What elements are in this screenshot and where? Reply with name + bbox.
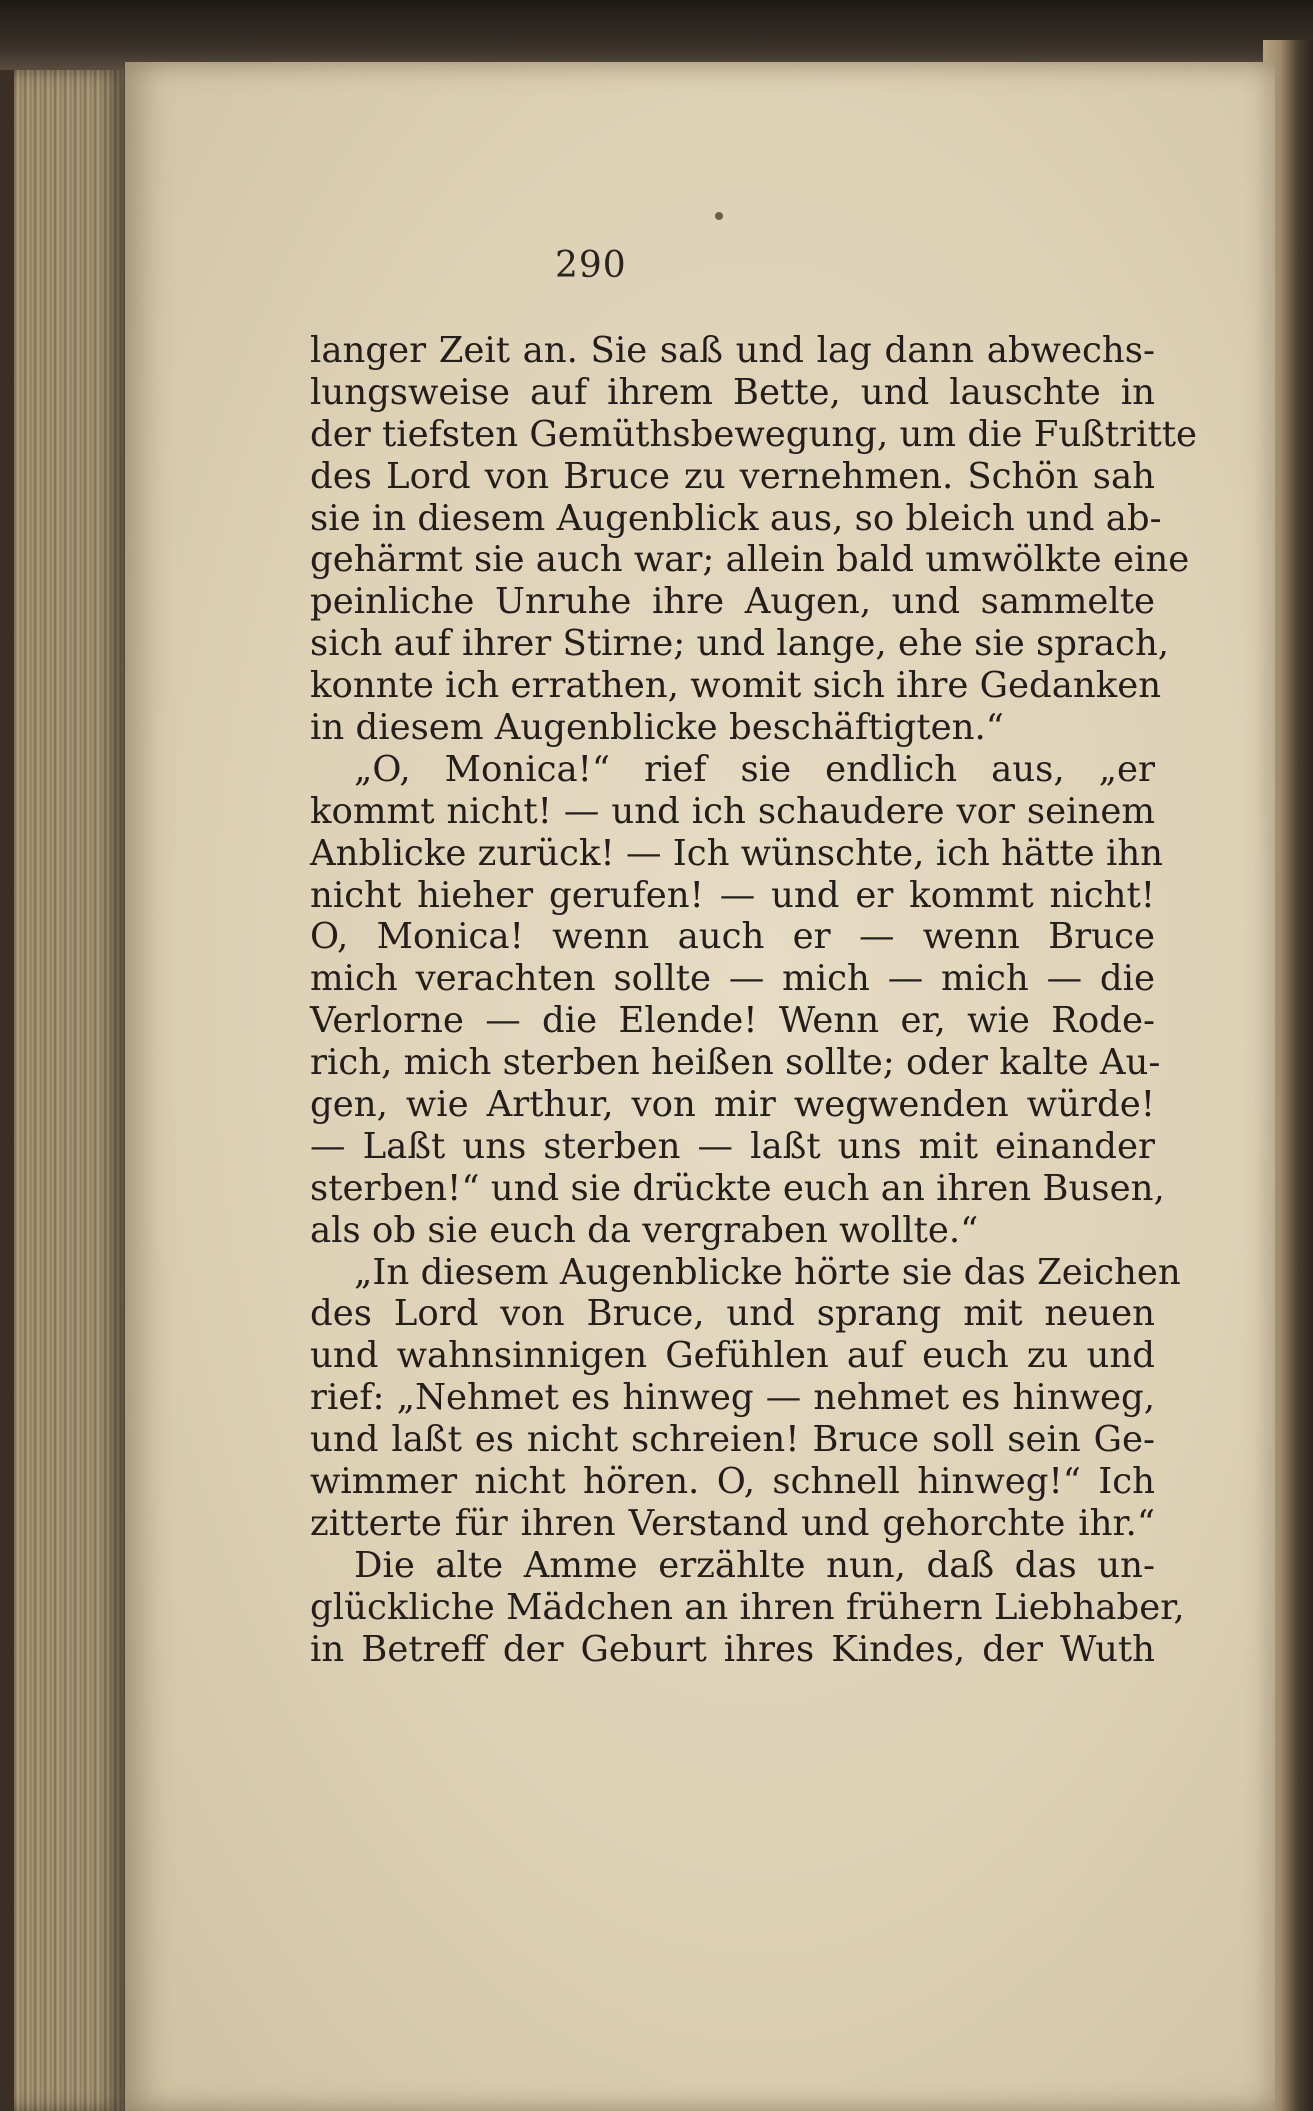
- text-line: „O, Monica!“ rief sie endlich aus, „er: [354, 748, 1155, 790]
- text-line: des Lord von Bruce zu vernehmen. Schön sah: [310, 455, 1155, 497]
- text-line: und laßt es nicht schreien! Bruce soll sein Ge-: [310, 1419, 1155, 1461]
- text-line: Die alte Amme erzählte nun, daß das un-: [354, 1544, 1155, 1586]
- text-line: gen, wie Arthur, von mir wegwenden würde!: [310, 1084, 1155, 1126]
- book-cover-edge: [0, 70, 14, 2111]
- text-line: sie in diesem Augenblick aus, so bleich und ab-: [310, 497, 1162, 539]
- paper-speck: [715, 212, 723, 220]
- text-line: sterben!“ und sie drückte euch an ihren Busen,: [310, 1167, 1165, 1209]
- text-line: der tiefsten Gemüthsbewegung, um die Fußtritte: [310, 413, 1198, 455]
- text-line: nicht hieher gerufen! — und er kommt nicht!: [310, 874, 1155, 916]
- text-line: peinliche Unruhe ihre Augen, und sammelte: [310, 581, 1155, 623]
- text-line: langer Zeit an. Sie saß und lag dann abwechs-: [310, 330, 1155, 371]
- text-line: zitterte für ihren Verstand und gehorchte ihr.“: [310, 1502, 1155, 1544]
- text-line: des Lord von Bruce, und sprang mit neuen: [310, 1293, 1155, 1335]
- text-line: Anblicke zurück! — Ich wünschte, ich hätte ihn: [310, 832, 1164, 874]
- text-line: konnte ich errathen, womit sich ihre Gedanken: [310, 665, 1162, 707]
- text-line: „In diesem Augenblicke hörte sie das Zeichen: [354, 1251, 1181, 1293]
- stacked-page-edges: [0, 70, 125, 2111]
- body-text: [310, 330, 1198, 1671]
- text-line: in Betreff der Geburt ihres Kindes, der Wuth: [310, 1628, 1155, 1670]
- text-line: rief: „Nehmet es hinweg — nehmet es hinweg,: [310, 1377, 1155, 1419]
- text-line: rich, mich sterben heißen sollte; oder kalte Au-: [310, 1042, 1161, 1084]
- text-line: und wahnsinnigen Gefühlen auf euch zu und: [310, 1335, 1155, 1377]
- text-line: sich auf ihrer Stirne; und lange, ehe sie sprach,: [310, 623, 1170, 665]
- text-line: Verlorne — die Elende! Wenn er, wie Rode-: [310, 1000, 1155, 1042]
- text-line: wimmer nicht hören. O, schnell hinweg!“ Ich: [310, 1461, 1155, 1503]
- text-line: kommt nicht! — und ich schaudere vor seinem: [310, 790, 1155, 832]
- text-line: — Laßt uns sterben — laßt uns mit einander: [310, 1125, 1155, 1167]
- text-line: lungsweise auf ihrem Bette, und lauschte in: [310, 371, 1155, 413]
- text-line: in diesem Augenblicke beschäftigten.“: [310, 707, 1004, 749]
- page-number: 290: [555, 245, 627, 286]
- text-line: glückliche Mädchen an ihren frühern Liebhaber,: [310, 1586, 1185, 1628]
- text-line: O, Monica! wenn auch er — wenn Bruce: [310, 916, 1155, 958]
- text-line: mich verachten sollte — mich — mich — die: [310, 958, 1155, 1000]
- binding-top-edge: [0, 0, 1313, 70]
- text-line: gehärmt sie auch war; allein bald umwölkte eine: [310, 539, 1190, 581]
- text-line: als ob sie euch da vergraben wollte.“: [310, 1209, 979, 1251]
